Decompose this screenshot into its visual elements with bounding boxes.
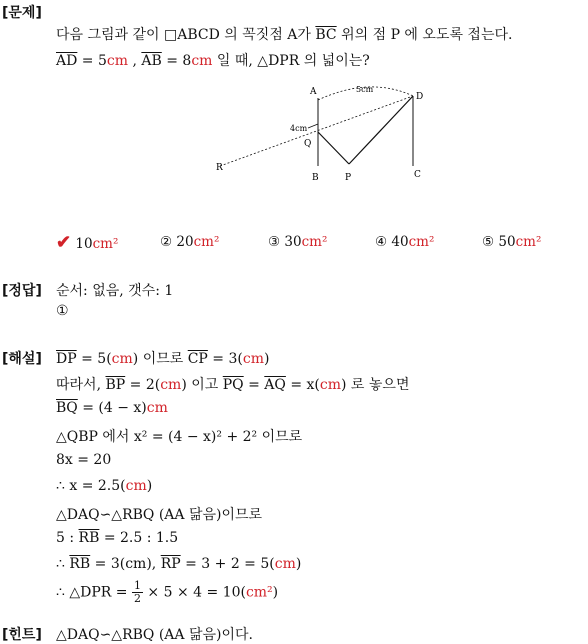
problem-label: [문제] xyxy=(2,5,42,21)
line-rd xyxy=(220,96,413,166)
problem-text: 다음 그림과 같이 □ABCD 의 꼭짓점 A가 xyxy=(56,27,316,43)
solution-line-1 xyxy=(56,348,269,368)
segment-cp: $\overline{CP}$ xyxy=(187,351,208,367)
text: = 5( xyxy=(76,351,112,367)
choice-value: 30 xyxy=(284,234,302,250)
answer-line-1: 순서: 없음, 갯수: 1 xyxy=(56,283,174,299)
text: ) xyxy=(146,478,153,494)
segment-bc: $\overline{BC}$ xyxy=(315,27,337,43)
circled-4-icon: ④ xyxy=(375,234,388,250)
solution-line-5: 8x = 20 xyxy=(56,452,112,468)
solution-line-2 xyxy=(56,374,409,394)
segment-rb: $\overline{RB}$ xyxy=(78,530,100,546)
choice-1[interactable] xyxy=(56,232,118,253)
circled-2-icon: ② xyxy=(160,234,173,250)
circled-3-icon: ③ xyxy=(268,234,281,250)
hint-label: [힌트] xyxy=(2,627,42,643)
solution-line-8 xyxy=(56,530,178,546)
choice-value: 50 xyxy=(498,234,516,250)
choice-value: 10 xyxy=(75,236,93,252)
circled-5-icon: ⑤ xyxy=(482,234,495,250)
tick-mark xyxy=(308,124,318,128)
text: = (4 − x) xyxy=(77,400,147,416)
choice-unit: cm² xyxy=(515,234,542,250)
answer-line-2: ① xyxy=(56,303,69,319)
text: 5 : xyxy=(56,530,79,546)
text: = 3 + 2 = 5( xyxy=(180,556,275,572)
label-r: R xyxy=(216,163,223,173)
label-c: C xyxy=(414,170,421,180)
text: ) 로 놓으면 xyxy=(341,377,410,393)
unit-cm: cm xyxy=(274,556,296,572)
label-b: B xyxy=(312,173,319,183)
unit-cm: cm xyxy=(160,377,182,393)
text: ) xyxy=(272,584,279,601)
solution-label: [해설] xyxy=(2,351,42,367)
text: = x( xyxy=(285,377,320,393)
segment-bq: $\overline{BQ}$ xyxy=(56,400,78,416)
text: = 3( xyxy=(207,351,243,367)
segment-pd xyxy=(349,96,413,164)
text: ) xyxy=(263,351,270,367)
choice-3[interactable] xyxy=(268,234,327,250)
segment-rp: $\overline{RP}$ xyxy=(160,556,181,572)
text: ∴ △DPR = xyxy=(56,584,132,601)
text: = xyxy=(243,377,265,393)
text: ) 이므로 xyxy=(132,351,188,367)
text: = 2( xyxy=(125,377,161,393)
text: = 2.5 : 1.5 xyxy=(99,530,179,546)
ad-value: = 5 xyxy=(77,53,107,69)
segment-ab: $\overline{AB}$ xyxy=(141,53,162,69)
hint-text: △DAQ∽△RBQ (AA 닮음)이다. xyxy=(56,627,253,643)
answer-label: [정답] xyxy=(2,283,42,299)
choice-unit: cm² xyxy=(92,236,119,252)
choice-value: 40 xyxy=(391,234,409,250)
choice-unit: cm² xyxy=(408,234,435,250)
unit-cm: cm xyxy=(106,53,129,69)
unit-cm: cm xyxy=(111,351,133,367)
separator: , xyxy=(128,53,142,69)
text: ∴ x = 2.5( xyxy=(56,478,126,494)
choice-2[interactable] xyxy=(160,234,219,250)
unit-cm: cm xyxy=(125,478,147,494)
fraction-numerator: 1 xyxy=(133,579,141,592)
solution-line-10 xyxy=(56,580,278,605)
unit-cm: cm xyxy=(146,400,168,416)
problem-line-1 xyxy=(56,24,512,44)
check-icon: ✔ xyxy=(56,232,72,253)
unit-cm2: cm² xyxy=(245,584,273,601)
solution-line-7: △DAQ∽△RBQ (AA 닮음)이므로 xyxy=(56,507,263,523)
solution-line-4: △QBP 에서 x² = (4 − x)² + 2² 이므로 xyxy=(56,429,303,445)
unit-cm: cm xyxy=(242,351,264,367)
choice-unit: cm² xyxy=(193,234,220,250)
label-aq-length: 4cm xyxy=(290,124,308,133)
text: 따라서, xyxy=(56,377,106,393)
label-d: D xyxy=(416,92,424,102)
choice-unit: cm² xyxy=(301,234,328,250)
segment-ad: $\overline{AD}$ xyxy=(56,53,78,69)
segment-aq: $\overline{AQ}$ xyxy=(264,377,286,393)
choice-5[interactable] xyxy=(482,234,541,250)
label-p: P xyxy=(345,173,352,183)
unit-cm: cm xyxy=(319,377,342,393)
segment-qp xyxy=(318,132,349,164)
geometry-figure xyxy=(210,80,430,190)
text: ) 이고 xyxy=(181,377,223,393)
text: ∴ xyxy=(56,556,70,572)
choice-value: 20 xyxy=(176,234,194,250)
solution-line-6 xyxy=(56,478,152,494)
label-ad-length: 5cm xyxy=(356,85,374,94)
segment-rb: $\overline{RB}$ xyxy=(69,556,91,572)
choice-4[interactable] xyxy=(375,234,434,250)
text: ) xyxy=(295,556,302,572)
label-a: A xyxy=(310,87,317,97)
problem-line-2 xyxy=(56,50,370,70)
text: = 3(cm), xyxy=(90,556,161,572)
segment-pq: $\overline{PQ}$ xyxy=(222,377,244,393)
segment-bp: $\overline{BP}$ xyxy=(105,377,126,393)
problem-text-end: 위의 점 P 에 오도록 접는다. xyxy=(336,27,513,43)
segment-dp: $\overline{DP}$ xyxy=(56,351,77,367)
text: × 5 × 4 = 10( xyxy=(142,584,246,601)
solution-line-9 xyxy=(56,556,301,572)
problem-question: 일 때, △DPR 의 넓이는? xyxy=(212,53,370,69)
ab-value: = 8 xyxy=(161,53,192,69)
unit-cm: cm xyxy=(191,53,213,69)
solution-line-3 xyxy=(56,400,168,416)
label-q: Q xyxy=(304,139,312,149)
fraction-half xyxy=(132,580,143,605)
fraction-denominator: 2 xyxy=(133,592,141,605)
